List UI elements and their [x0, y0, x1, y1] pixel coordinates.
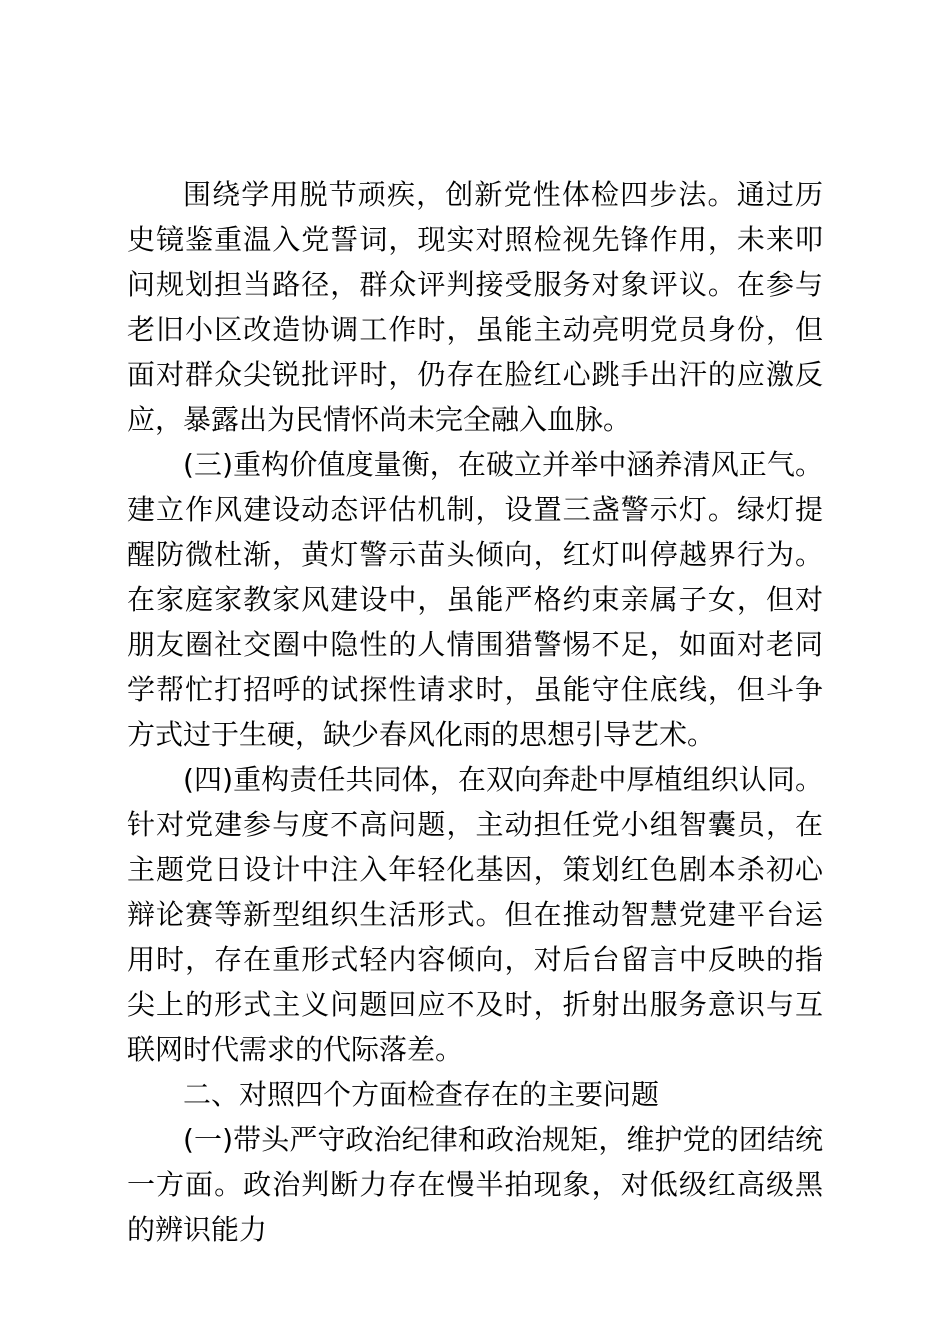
paragraph-4: (一)带头严守政治纪律和政治规矩，维护党的团结统一方面。政治判断力存在慢半拍现象，对低级红高级黑的辨识能力	[127, 1123, 823, 1246]
paragraph-1: 围绕学用脱节顽疾，创新党性体检四步法。通过历史镜鉴重温入党誓词，现实对照检视先锋作用，未来叩问规划担当路径，群众评判接受服务对象评议。在参与老旧小区改造协调工作时，虽能主动亮明党员身份，但面对群众尖锐批评时，仍存在脸红心跳手出汗的应激反应，暴露出为民情怀尚未完全融入血脉。	[127, 178, 823, 436]
section-heading: 二、对照四个方面检查存在的主要问题	[183, 1078, 660, 1111]
paragraph-2: (三)重构价值度量衡，在破立并举中涵养清风正气。建立作风建设动态评估机制，设置三盏警示灯。绿灯提醒防微杜渐，黄灯警示苗头倾向，红灯叫停越界行为。在家庭家教家风建设中，虽能严格约束亲属子女，但对朋友圈社交圈中隐性的人情围猎警惕不足，如面对老同学帮忙打招呼的试探性请求时，虽能守住底线，但斗争方式过于生硬，缺少春风化雨的思想引导艺术。	[127, 448, 823, 751]
document-body	[127, 172, 823, 1252]
paragraph-3: (四)重构责任共同体，在双向奔赴中厚植组织认同。针对党建参与度不高问题，主动担任党小组智囊员，在主题党日设计中注入年轻化基因，策划红色剧本杀初心辩论赛等新型组织生活形式。但在推动智慧党建平台运用时，存在重形式轻内容倾向，对后台留言中反映的指尖上的形式主义问题回应不及时，折射出服务意识与互联网时代需求的代际落差。	[127, 763, 823, 1066]
